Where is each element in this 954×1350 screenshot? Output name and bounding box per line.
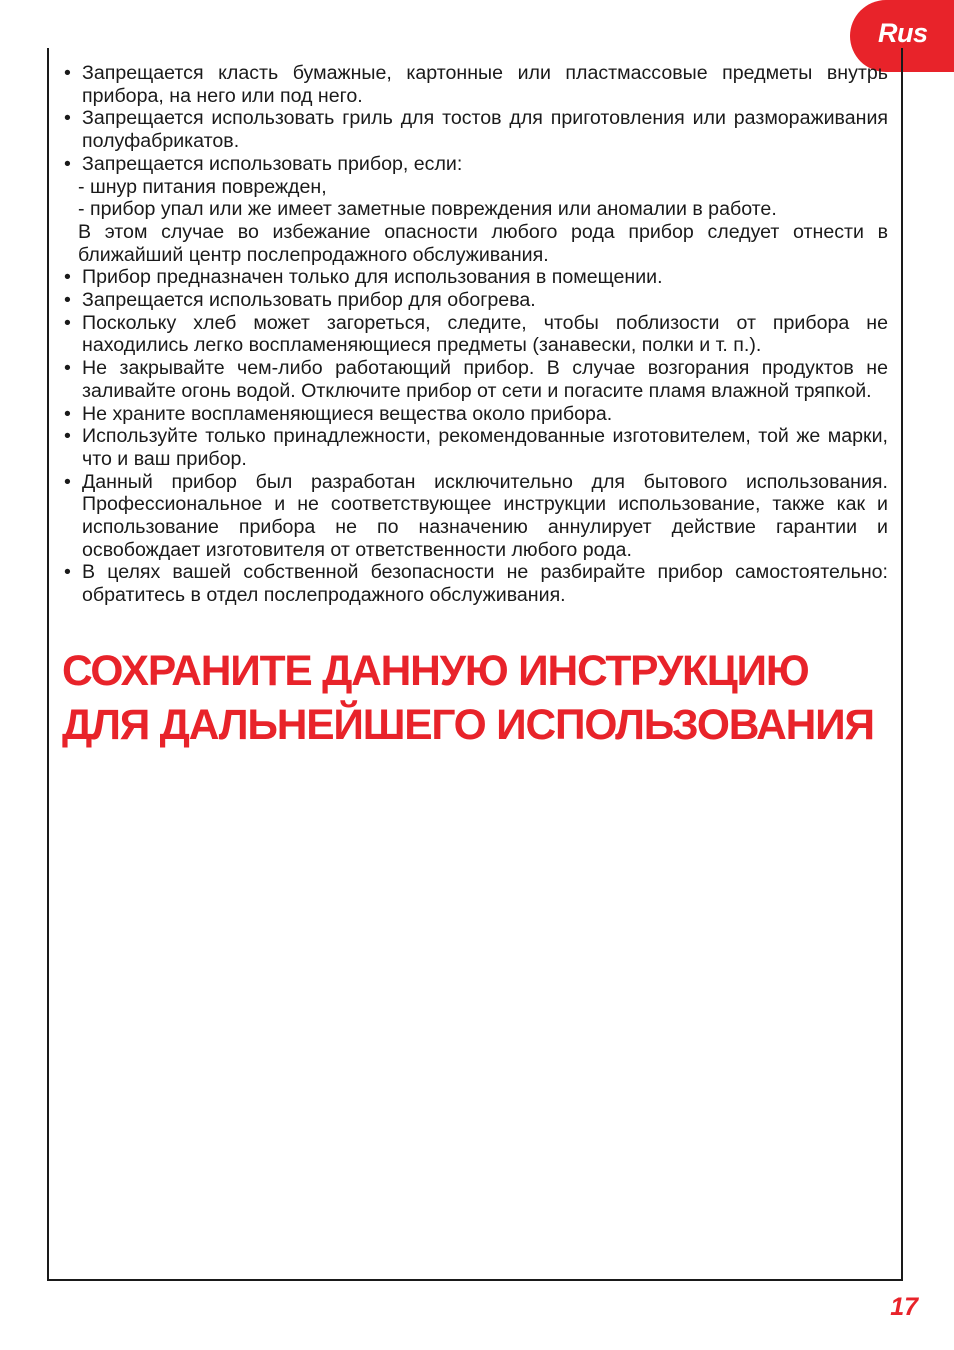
list-item: • Данный прибор был разработан исключительно для бытового использования. Профессиональное и не соответствующее инструкции использование, также как и использование прибора не по назначению аннулирует действие гарантии и освобождает изготовителя от ответственности любого рода. bbox=[64, 470, 888, 561]
sub-item: В этом случае во избежание опасности любого рода прибор следует отнести в ближайший центр послепродажного обслуживания. bbox=[78, 220, 888, 266]
list-item: • Поскольку хлеб может загореться, следите, чтобы поблизости от прибора не находились легко воспламеняющиеся предметы (занавески, полки и т. п.). bbox=[64, 311, 888, 357]
list-item: • Прибор предназначен только для использования в помещении. bbox=[64, 266, 663, 289]
bullet-icon: • bbox=[64, 311, 71, 334]
safety-instructions bbox=[62, 62, 888, 607]
list-item: • Запрещается использовать прибор, если: bbox=[64, 152, 463, 175]
heading-line-2: ДЛЯ ДАЛЬНЕЙШЕГО ИСПОЛЬЗОВАНИЯ bbox=[62, 702, 874, 749]
bullet-icon: • bbox=[64, 470, 71, 493]
list-item: • Не храните воспламеняющиеся вещества около прибора. bbox=[64, 402, 613, 425]
bullet-icon: • bbox=[64, 561, 71, 584]
heading-line-1: СОХРАНИТЕ ДАННУЮ ИНСТРУКЦИЮ bbox=[62, 648, 809, 695]
bullet-icon: • bbox=[64, 62, 71, 84]
list-item: • Запрещается использовать прибор для обогрева. bbox=[64, 289, 536, 312]
bullet-icon: • bbox=[64, 357, 71, 380]
sub-item: - шнур питания поврежден, bbox=[78, 175, 327, 198]
bullet-icon: • bbox=[64, 107, 71, 130]
list-item: • В целях вашей собственной безопасности не разбирайте прибор самостоятельно: обратитесь в отдел послепродажного обслуживания. bbox=[64, 561, 888, 607]
bullet-icon: • bbox=[64, 425, 71, 448]
bullet-icon: • bbox=[64, 152, 71, 175]
list-item: • Не закрывайте чем-либо работающий прибор. В случае возгорания продуктов не заливайте огонь водой. Отключите прибор от сети и погасите пламя влажной тряпкой. bbox=[64, 357, 888, 402]
list-item: • Запрещается использовать гриль для тостов для приготовления или размораживания полуфабрикатов. bbox=[64, 107, 888, 153]
bullet-icon: • bbox=[64, 402, 71, 425]
page-number: 17 bbox=[890, 1293, 918, 1321]
bullet-icon: • bbox=[64, 289, 71, 312]
save-instructions-heading bbox=[62, 645, 892, 753]
list-item: • Запрещается класть бумажные, картонные или пластмассовые предметы внутрь прибора, на него или под него. bbox=[64, 62, 888, 107]
bullet-icon: • bbox=[64, 266, 71, 289]
list-item: • Используйте только принадлежности, рекомендованные изготовителем, той же марки, что и ваш прибор. bbox=[64, 425, 888, 470]
sub-item: - прибор упал или же имеет заметные повреждения или аномалии в работе. bbox=[78, 198, 777, 221]
language-tab-label: Rus bbox=[878, 18, 928, 48]
